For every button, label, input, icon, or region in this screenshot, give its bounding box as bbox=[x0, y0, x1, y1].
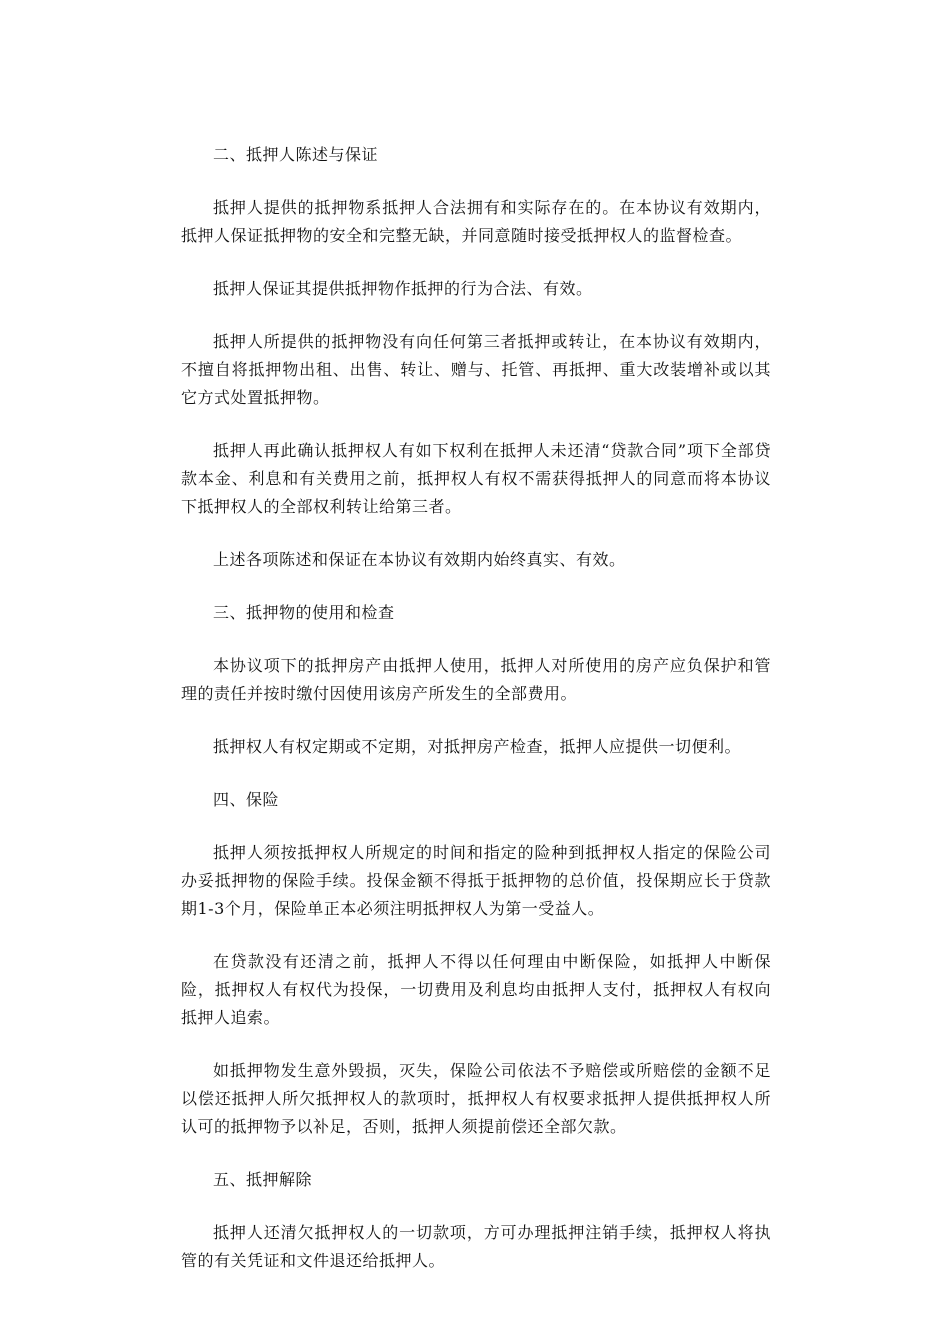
body-paragraph: 本协议项下的抵押房产由抵押人使用，抵押人对所使用的房产应负保护和管理的责任并按时缴付因使用该房产所发生的全部费用。 bbox=[181, 656, 771, 703]
body-paragraph: 抵押权人有权定期或不定期，对抵押房产检查，抵押人应提供一切便利。 bbox=[213, 737, 742, 756]
body-paragraph: 抵押人再此确认抵押权人有如下权利在抵押人未还清“贷款合同”项下全部贷款本金、利息和有关费用之前，抵押权人有权不需获得抵押人的同意而将本协议下抵押权人的全部权利转让给第三者。 bbox=[181, 441, 771, 516]
document-page bbox=[181, 141, 771, 1300]
section-heading: 三、抵押物的使用和检查 bbox=[213, 603, 395, 622]
body-paragraph: 抵押人还清欠抵押权人的一切款项，方可办理抵押注销手续，抵押权人将执管的有关凭证和文件退还给抵押人。 bbox=[181, 1223, 771, 1270]
body-paragraph: 在贷款没有还清之前，抵押人不得以任何理由中断保险，如抵押人中断保险，抵押权人有权代为投保，一切费用及利息均由抵押人支付，抵押权人有权向抵押人追索。 bbox=[181, 952, 771, 1027]
body-paragraph: 抵押人须按抵押权人所规定的时间和指定的险种到抵押权人指定的保险公司办妥抵押物的保险手续。投保金额不得抵于抵押物的总价值，投保期应长于贷款期1-3个月，保险单正本必须注明抵押权人为第一受益人。 bbox=[181, 843, 771, 918]
body-paragraph: 抵押人提供的抵押物系抵押人合法拥有和实际存在的。在本协议有效期内，抵押人保证抵押物的安全和完整无缺，并同意随时接受抵押权人的监督检查。 bbox=[181, 198, 771, 245]
section-heading: 五、抵押解除 bbox=[213, 1170, 313, 1189]
body-paragraph: 上述各项陈述和保证在本协议有效期内始终真实、有效。 bbox=[213, 550, 626, 569]
section-heading: 四、保险 bbox=[213, 790, 280, 809]
section-heading: 二、抵押人陈述与保证 bbox=[213, 145, 379, 164]
body-paragraph: 抵押人保证其提供抵押物作抵押的行为合法、有效。 bbox=[213, 279, 593, 298]
body-paragraph: 如抵押物发生意外毁损，灭失，保险公司依法不予赔偿或所赔偿的金额不足以偿还抵押人所欠抵押权人的款项时，抵押权人有权要求抵押人提供抵押权人所认可的抵押物予以补足，否则，抵押人须提前偿还全部欠款。 bbox=[181, 1061, 771, 1136]
body-paragraph: 抵押人所提供的抵押物没有向任何第三者抵押或转让，在本协议有效期内，不擅自将抵押物出租、出售、转让、赠与、托管、再抵押、重大改装增补或以其它方式处置抵押物。 bbox=[181, 332, 771, 407]
